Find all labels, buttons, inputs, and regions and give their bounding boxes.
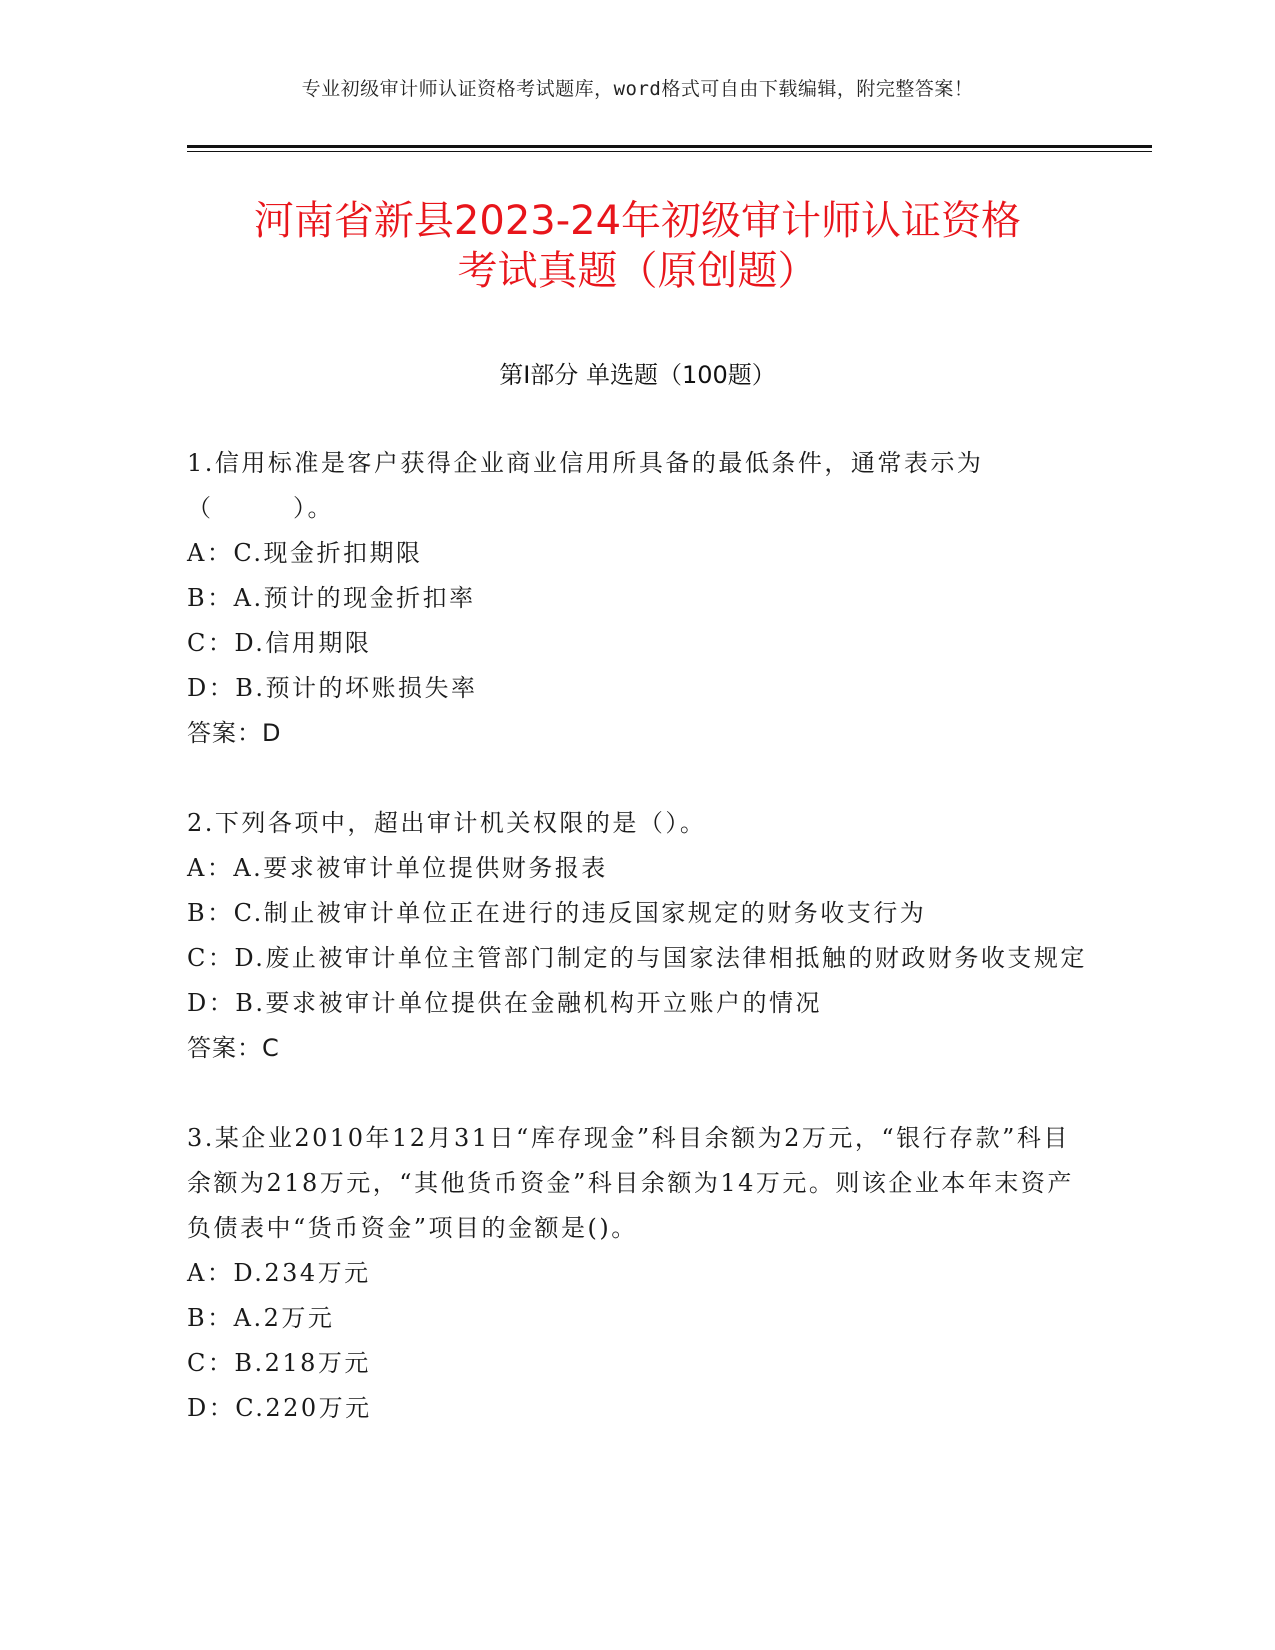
option-d: D：B.预计的坏账损失率 bbox=[187, 674, 478, 702]
header-rule-thin bbox=[187, 151, 1152, 152]
question-3 bbox=[187, 1116, 1087, 1431]
option-a: A：A.要求被审计单位提供财务报表 bbox=[187, 854, 608, 882]
document-title-line-2: 考试真题（原创题） bbox=[457, 248, 818, 294]
option-b: B：C.制止被审计单位正在进行的违反国家规定的财务收支行为 bbox=[187, 899, 927, 927]
option-b: B：A.2万元 bbox=[187, 1304, 335, 1332]
section-title: 第Ⅰ部分 单选题（100题） bbox=[499, 361, 776, 389]
option-b: B：A.预计的现金折扣率 bbox=[187, 584, 476, 612]
option-d: D：C.220万元 bbox=[187, 1394, 372, 1422]
option-c: C：B.218万元 bbox=[187, 1349, 371, 1377]
question-stem: 1.信用标准是客户获得企业商业信用所具备的最低条件，通常表示为（ ）。 bbox=[187, 449, 984, 522]
header-rule bbox=[187, 145, 1152, 148]
question-1 bbox=[187, 441, 1087, 756]
header-note: 专业初级审计师认证资格考试题库，word格式可自由下载编辑，附完整答案！ bbox=[301, 78, 974, 100]
option-c: C：D.信用期限 bbox=[187, 629, 372, 657]
question-stem: 2.下列各项中，超出审计机关权限的是（）。 bbox=[187, 809, 707, 837]
option-d: D：B.要求被审计单位提供在金融机构开立账户的情况 bbox=[187, 989, 823, 1017]
option-c: C：D.废止被审计单位主管部门制定的与国家法律相抵触的财政财务收支规定 bbox=[187, 944, 1087, 972]
question-stem: 3.某企业2010年12月31日“库存现金”科目余额为2万元，“银行存款”科目余额为218万元，“其他货币资金”科目余额为14万元。则该企业本年末资产负债表中“货币资金”项目的金额是()。 bbox=[187, 1124, 1074, 1242]
option-a: A：D.234万元 bbox=[187, 1259, 371, 1287]
question-answer: 答案：D bbox=[187, 719, 282, 747]
question-list bbox=[187, 441, 1087, 1476]
option-a: A：C.现金折扣期限 bbox=[187, 539, 423, 567]
question-2 bbox=[187, 801, 1087, 1071]
document-title-line-1: 河南省新县2023-24年初级审计师认证资格 bbox=[253, 198, 1022, 244]
document-title bbox=[150, 196, 1125, 296]
question-answer: 答案：C bbox=[187, 1034, 280, 1062]
